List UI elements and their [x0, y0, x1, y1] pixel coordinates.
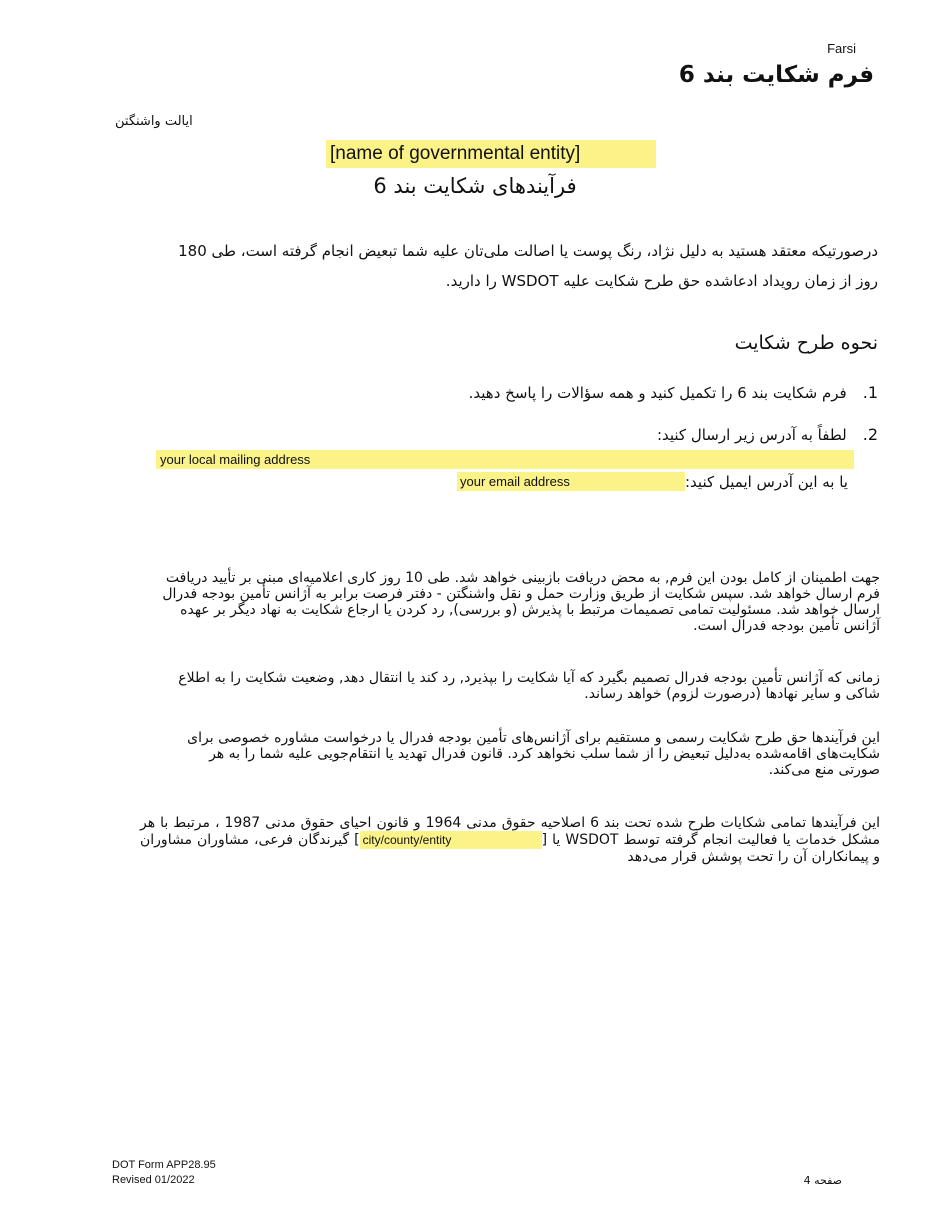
page-number: صفحه 4 — [803, 1174, 842, 1187]
step-2-number: 2. — [862, 425, 878, 444]
language-label: Farsi — [827, 41, 856, 56]
footer-form-info — [112, 1158, 216, 1188]
intro-paragraph: درصورتیکه معتقد هستید به دلیل نژاد، رنگ پوست یا اصالت ملی‌تان علیه شما تبعیض انجام گرفته است، طی 180 روز از زمان رویداد ادعاشده حق طرح شکایت علیه WSDOT را دارید. — [178, 242, 878, 290]
step-2-text: لطفاً به آدرس زیر ارسال کنید: — [656, 426, 847, 444]
step-1-text: فرم شکایت بند 6 را تکمیل کنید و همه سؤالات را پاسخ دهید. — [468, 384, 847, 402]
entity-name-field[interactable]: [name of governmental entity] — [326, 140, 656, 168]
paragraph-review: جهت اطمینان از کامل بودن این فرم, به محض دریافت بازبینی خواهد شد. طی 10 روز کاری اعلامیه‌ای مبنی بر تأیید دریافت فرم ارسال خواهد شد. سپس شکایت از طریق وزارت حمل و نقل واشنگتن - دفتر فرصت برابر به آژانس تأمین بودجه فدرال ارسال خواهد شد. مسئولیت تمامی تصمیمات مرتبط با پذیرش (و بررسی), رد کردن یا ارجاع شکایت به نهاد دیگر بر عهده آژانس تأمین بودجه فدرال است. — [162, 570, 880, 634]
email-address-field[interactable]: your email address — [457, 472, 685, 491]
page-subtitle: فرآیندهای شکایت بند 6 — [373, 174, 577, 198]
step-1 — [469, 383, 878, 402]
form-title: فرم شکایت بند 6 — [678, 62, 874, 88]
paragraph-rights: این فرآیندها حق طرح شکایت رسمی و مستقیم برای آژانس‌های تأمین بودجه فدرال یا درخواست مشاوره خصوصی برای شکایت‌های اقامه‌شده به‌دلیل تبعیض را از شما سلب نخواهد کرد. قانون فدرال تهدید یا انتقام‌جویی علیه شما را به هر صورتی منع می‌کند. — [187, 730, 880, 778]
mailing-address-field[interactable]: your local mailing address — [156, 450, 854, 469]
step-1-number: 1. — [862, 383, 878, 402]
revised-date: Revised 01/2022 — [112, 1174, 195, 1186]
how-to-heading: نحوه طرح شکایت — [734, 332, 878, 354]
form-number: DOT Form APP28.95 — [112, 1159, 216, 1171]
step-2 — [657, 425, 878, 444]
paragraph-decision: زمانی که آژانس تأمین بودجه فدرال تصمیم بگیرد که آیا شکایت را بپذیرد, رد کند یا انتقال دهد, وضعیت شکایت را به اطلاع شاکی و سایر نهادها (درصورت لزوم) خواهد رساند. — [178, 670, 880, 702]
paragraph-coverage — [140, 815, 880, 865]
coverage-text-2: ] گیرندگان فرعی، مشاوران مشاوران و پیمانکاران آن را تحت پوشش قرار می‌دهد — [140, 832, 880, 865]
email-row — [457, 472, 848, 491]
city-county-entity-field[interactable]: city/county/entity — [360, 831, 542, 849]
state-label: ایالت واشنگتن — [115, 114, 193, 129]
email-prefix: یا به این آدرس ایمیل کنید: — [685, 472, 848, 491]
coverage-text-1: این فرآیندها تمامی شکایات طرح شده تحت بند 6 اصلاحیه حقوق مدنی 1964 و قانون احیای حقوق مدنی 1987 ، مرتبط با هر مشکل خدمات یا فعالیت انجام گرفته توسط WSDOT یا [ — [140, 815, 881, 848]
